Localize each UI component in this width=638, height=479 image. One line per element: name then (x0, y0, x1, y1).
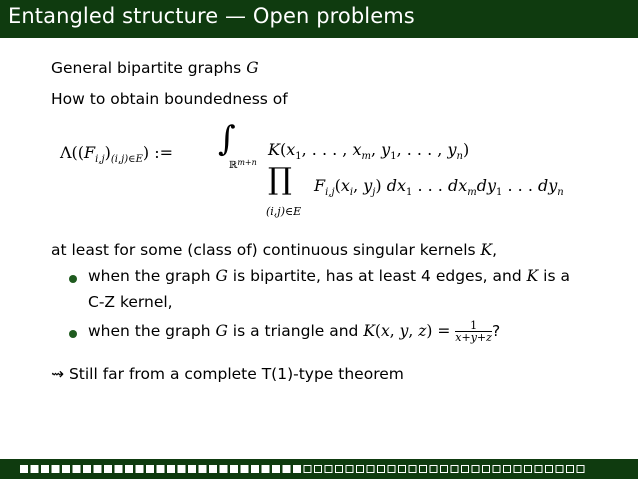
nav-square-filled[interactable] (230, 465, 238, 473)
formula-integral-sign: ∫ (218, 119, 236, 159)
nav-square-outline[interactable] (567, 466, 574, 473)
formula-lambda: $\Lambda((F_{i,j})_{(i,j)\in E}$ (60, 143, 143, 165)
nav-square-outline[interactable] (378, 466, 385, 473)
title-bar (0, 0, 638, 38)
line-general (51, 59, 259, 77)
nav-square-outline[interactable] (514, 466, 521, 473)
bullet-2-line: when the graph G is a triangle and K(x, y, z) = $\frac{1}{x+y+z}$ ? (88, 319, 501, 344)
nav-square-filled[interactable] (73, 465, 81, 473)
nav-square-filled[interactable] (209, 465, 217, 473)
nav-square-filled[interactable] (83, 465, 91, 473)
nav-square-filled[interactable] (199, 465, 207, 473)
nav-square-outline[interactable] (472, 466, 479, 473)
bullet-2-icon (69, 330, 77, 338)
nav-square-outline[interactable] (525, 466, 532, 473)
slide-title: Entangled structure — Open problems (8, 4, 415, 28)
nav-square-filled[interactable] (31, 465, 39, 473)
formula-integral-domain: ℝ$^{m+n}$ (229, 158, 257, 171)
nav-square-filled[interactable] (220, 465, 228, 473)
line-atleast: at least for some (class of) continuous singular kernels K, (51, 241, 498, 259)
bullet-1-icon (69, 275, 77, 283)
nav-square-filled[interactable] (125, 465, 133, 473)
nav-square-filled[interactable] (41, 465, 49, 473)
nav-square-outline[interactable] (493, 466, 500, 473)
nav-square-filled[interactable] (167, 465, 175, 473)
nav-square-outline[interactable] (399, 466, 406, 473)
nav-square-outline[interactable] (388, 466, 395, 473)
bullet-2-fraction: $\frac{1}{x+y+z}$ (455, 319, 492, 344)
conclusion-line: ⇝ Still far from a complete T(1)-type theorem (51, 365, 404, 383)
nav-square-filled[interactable] (94, 465, 102, 473)
bullet-1-line1: when the graph G is bipartite, has at least 4 edges, and K is a (88, 267, 570, 285)
line-general-text: General bipartite graphs (51, 59, 242, 77)
nav-square-outline[interactable] (441, 466, 448, 473)
nav-square-outline[interactable] (420, 466, 427, 473)
nav-square-outline[interactable] (325, 466, 332, 473)
line-general-G: G (246, 59, 259, 77)
nav-square-filled[interactable] (146, 465, 154, 473)
formula-line1-rhs: $K(x_1$, . . . , $x_m$, $y_1$, . . . , $y_n$) (268, 140, 470, 162)
nav-square-outline[interactable] (315, 466, 322, 473)
nav-square-filled[interactable] (293, 465, 301, 473)
nav-square-outline[interactable] (462, 466, 469, 473)
nav-square-outline[interactable] (546, 466, 553, 473)
nav-square-filled[interactable] (52, 465, 60, 473)
nav-square-filled[interactable] (272, 465, 280, 473)
nav-square-filled[interactable] (283, 465, 291, 473)
nav-square-filled[interactable] (136, 465, 144, 473)
formula-assign: ) := (142, 143, 173, 162)
nav-square-filled[interactable] (157, 465, 165, 473)
nav-square-outline[interactable] (504, 466, 511, 473)
nav-square-outline[interactable] (556, 466, 563, 473)
nav-square-filled[interactable] (20, 465, 28, 473)
nav-square-outline[interactable] (535, 466, 542, 473)
nav-square-outline[interactable] (451, 466, 458, 473)
nav-square-filled[interactable] (115, 465, 123, 473)
nav-square-filled[interactable] (262, 465, 270, 473)
navigation-squares[interactable] (20, 464, 620, 474)
nav-square-filled[interactable] (62, 465, 70, 473)
nav-square-filled[interactable] (251, 465, 259, 473)
nav-square-outline[interactable] (357, 466, 364, 473)
nav-square-outline[interactable] (483, 466, 490, 473)
nav-square-filled[interactable] (178, 465, 186, 473)
nav-square-outline[interactable] (577, 466, 584, 473)
formula-product-sign: ∏ (268, 162, 292, 197)
nav-square-outline[interactable] (346, 466, 353, 473)
formula-line1-lhs (60, 143, 173, 165)
nav-square-filled[interactable] (104, 465, 112, 473)
nav-square-filled[interactable] (188, 465, 196, 473)
squiggly-arrow-icon: ⇝ (51, 365, 64, 383)
formula-line2-rhs: $F_{i,j}(x_i$, $y_j$) $dx_1$ . . . $dx_mdy_1$ . . . $dy_n$ (314, 176, 564, 198)
bullet-1-line2: C-Z kernel, (88, 293, 173, 311)
nav-square-outline[interactable] (409, 466, 416, 473)
nav-square-outline[interactable] (430, 466, 437, 473)
nav-square-outline[interactable] (367, 466, 374, 473)
navigation-bar (0, 459, 638, 479)
formula-product-subscript: (i,j)∈E (266, 205, 302, 218)
nav-square-outline[interactable] (336, 466, 343, 473)
line-how: How to obtain boundedness of (51, 90, 288, 108)
nav-square-filled[interactable] (241, 465, 249, 473)
nav-square-outline[interactable] (304, 466, 311, 473)
